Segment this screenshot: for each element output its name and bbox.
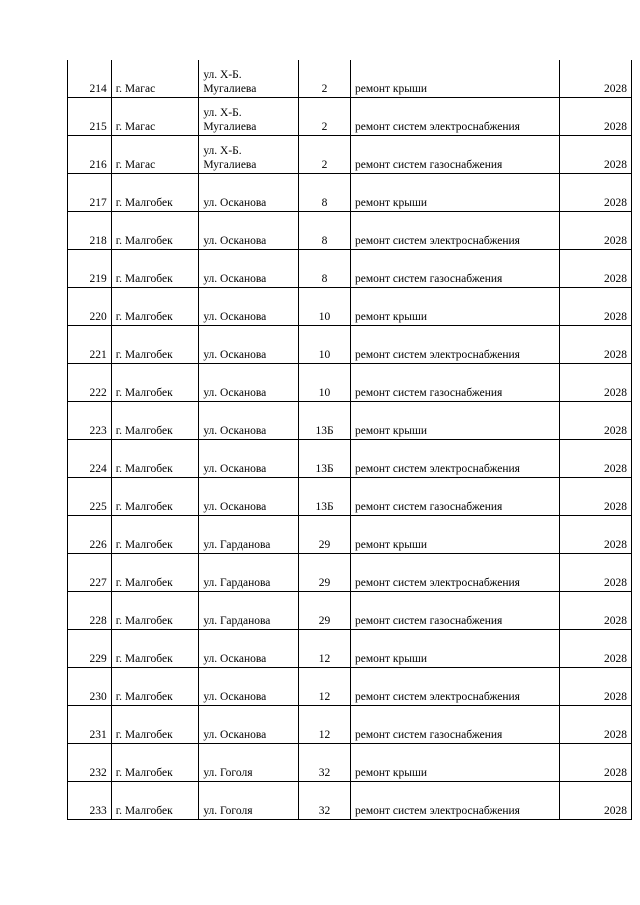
city-cell: г. Магас — [111, 60, 199, 98]
year-cell: 2028 — [559, 136, 631, 174]
year-cell: 2028 — [559, 516, 631, 554]
work-type-cell: ремонт систем электроснабжения — [350, 782, 559, 820]
year-cell: 2028 — [559, 174, 631, 212]
row-number-cell: 223 — [68, 402, 112, 440]
house-number-cell: 2 — [299, 136, 351, 174]
house-number-cell: 13Б — [299, 478, 351, 516]
row-number-cell: 214 — [68, 60, 112, 98]
year-cell: 2028 — [559, 554, 631, 592]
house-number-cell: 10 — [299, 288, 351, 326]
street-cell: ул. Гоголя — [199, 782, 299, 820]
city-cell: г. Магас — [111, 136, 199, 174]
year-cell: 2028 — [559, 402, 631, 440]
repair-schedule-table — [67, 60, 632, 820]
year-cell: 2028 — [559, 440, 631, 478]
house-number-cell: 32 — [299, 782, 351, 820]
street-cell: ул. Х-Б. Мугалиева — [199, 60, 299, 98]
table-row — [68, 744, 632, 782]
house-number-cell: 12 — [299, 706, 351, 744]
street-cell: ул. Осканова — [199, 212, 299, 250]
year-cell: 2028 — [559, 744, 631, 782]
table-row — [68, 174, 632, 212]
row-number-cell: 229 — [68, 630, 112, 668]
city-cell: г. Малгобек — [111, 516, 199, 554]
house-number-cell: 29 — [299, 554, 351, 592]
table-row — [68, 668, 632, 706]
row-number-cell: 217 — [68, 174, 112, 212]
street-cell: ул. Гарданова — [199, 554, 299, 592]
row-number-cell: 230 — [68, 668, 112, 706]
city-cell: г. Малгобек — [111, 478, 199, 516]
row-number-cell: 225 — [68, 478, 112, 516]
table-row — [68, 402, 632, 440]
work-type-cell: ремонт систем газоснабжения — [350, 364, 559, 402]
street-cell: ул. Гарданова — [199, 592, 299, 630]
year-cell: 2028 — [559, 592, 631, 630]
table-row — [68, 516, 632, 554]
table-row — [68, 364, 632, 402]
table-row — [68, 288, 632, 326]
street-cell: ул. Осканова — [199, 706, 299, 744]
work-type-cell: ремонт систем электроснабжения — [350, 668, 559, 706]
city-cell: г. Малгобек — [111, 744, 199, 782]
row-number-cell: 216 — [68, 136, 112, 174]
year-cell: 2028 — [559, 326, 631, 364]
work-type-cell: ремонт крыши — [350, 402, 559, 440]
work-type-cell: ремонт систем электроснабжения — [350, 212, 559, 250]
work-type-cell: ремонт систем электроснабжения — [350, 554, 559, 592]
year-cell: 2028 — [559, 630, 631, 668]
table-row — [68, 782, 632, 820]
table-row — [68, 554, 632, 592]
table-row — [68, 60, 632, 98]
work-type-cell: ремонт систем электроснабжения — [350, 440, 559, 478]
row-number-cell: 219 — [68, 250, 112, 288]
house-number-cell: 29 — [299, 592, 351, 630]
year-cell: 2028 — [559, 250, 631, 288]
row-number-cell: 232 — [68, 744, 112, 782]
house-number-cell: 13Б — [299, 440, 351, 478]
table-row — [68, 326, 632, 364]
work-type-cell: ремонт систем газоснабжения — [350, 136, 559, 174]
year-cell: 2028 — [559, 668, 631, 706]
house-number-cell: 2 — [299, 98, 351, 136]
work-type-cell: ремонт систем электроснабжения — [350, 326, 559, 364]
house-number-cell: 2 — [299, 60, 351, 98]
city-cell: г. Малгобек — [111, 706, 199, 744]
year-cell: 2028 — [559, 364, 631, 402]
work-type-cell: ремонт систем газоснабжения — [350, 706, 559, 744]
house-number-cell: 8 — [299, 250, 351, 288]
street-cell: ул. Х-Б. Мугалиева — [199, 136, 299, 174]
row-number-cell: 220 — [68, 288, 112, 326]
year-cell: 2028 — [559, 288, 631, 326]
work-type-cell: ремонт систем газоснабжения — [350, 250, 559, 288]
house-number-cell: 29 — [299, 516, 351, 554]
house-number-cell: 10 — [299, 364, 351, 402]
row-number-cell: 228 — [68, 592, 112, 630]
city-cell: г. Малгобек — [111, 326, 199, 364]
table-row — [68, 250, 632, 288]
house-number-cell: 12 — [299, 668, 351, 706]
table-row — [68, 478, 632, 516]
row-number-cell: 226 — [68, 516, 112, 554]
row-number-cell: 227 — [68, 554, 112, 592]
row-number-cell: 218 — [68, 212, 112, 250]
street-cell: ул. Осканова — [199, 630, 299, 668]
work-type-cell: ремонт крыши — [350, 174, 559, 212]
work-type-cell: ремонт крыши — [350, 516, 559, 554]
city-cell: г. Малгобек — [111, 250, 199, 288]
street-cell: ул. Осканова — [199, 402, 299, 440]
city-cell: г. Малгобек — [111, 630, 199, 668]
work-type-cell: ремонт крыши — [350, 288, 559, 326]
row-number-cell: 215 — [68, 98, 112, 136]
house-number-cell: 8 — [299, 174, 351, 212]
house-number-cell: 32 — [299, 744, 351, 782]
street-cell: ул. Осканова — [199, 288, 299, 326]
year-cell: 2028 — [559, 60, 631, 98]
street-cell: ул. Осканова — [199, 668, 299, 706]
house-number-cell: 12 — [299, 630, 351, 668]
city-cell: г. Малгобек — [111, 668, 199, 706]
table-row — [68, 706, 632, 744]
city-cell: г. Малгобек — [111, 402, 199, 440]
street-cell: ул. Осканова — [199, 364, 299, 402]
city-cell: г. Магас — [111, 98, 199, 136]
street-cell: ул. Гарданова — [199, 516, 299, 554]
street-cell: ул. Гоголя — [199, 744, 299, 782]
city-cell: г. Малгобек — [111, 288, 199, 326]
street-cell: ул. Осканова — [199, 250, 299, 288]
work-type-cell: ремонт крыши — [350, 744, 559, 782]
table-row — [68, 136, 632, 174]
city-cell: г. Малгобек — [111, 212, 199, 250]
street-cell: ул. Осканова — [199, 326, 299, 364]
year-cell: 2028 — [559, 706, 631, 744]
city-cell: г. Малгобек — [111, 782, 199, 820]
city-cell: г. Малгобек — [111, 440, 199, 478]
row-number-cell: 222 — [68, 364, 112, 402]
house-number-cell: 13Б — [299, 402, 351, 440]
street-cell: ул. Осканова — [199, 174, 299, 212]
city-cell: г. Малгобек — [111, 592, 199, 630]
house-number-cell: 8 — [299, 212, 351, 250]
street-cell: ул. Осканова — [199, 440, 299, 478]
table-body — [68, 60, 632, 820]
table-row — [68, 440, 632, 478]
work-type-cell: ремонт крыши — [350, 630, 559, 668]
work-type-cell: ремонт систем газоснабжения — [350, 478, 559, 516]
house-number-cell: 10 — [299, 326, 351, 364]
city-cell: г. Малгобек — [111, 554, 199, 592]
year-cell: 2028 — [559, 98, 631, 136]
work-type-cell: ремонт крыши — [350, 60, 559, 98]
street-cell: ул. Осканова — [199, 478, 299, 516]
table-row — [68, 630, 632, 668]
table-row — [68, 592, 632, 630]
year-cell: 2028 — [559, 782, 631, 820]
table-row — [68, 98, 632, 136]
work-type-cell: ремонт систем газоснабжения — [350, 592, 559, 630]
table-row — [68, 212, 632, 250]
row-number-cell: 231 — [68, 706, 112, 744]
row-number-cell: 233 — [68, 782, 112, 820]
street-cell: ул. Х-Б. Мугалиева — [199, 98, 299, 136]
city-cell: г. Малгобек — [111, 364, 199, 402]
row-number-cell: 221 — [68, 326, 112, 364]
city-cell: г. Малгобек — [111, 174, 199, 212]
row-number-cell: 224 — [68, 440, 112, 478]
work-type-cell: ремонт систем электроснабжения — [350, 98, 559, 136]
year-cell: 2028 — [559, 212, 631, 250]
year-cell: 2028 — [559, 478, 631, 516]
